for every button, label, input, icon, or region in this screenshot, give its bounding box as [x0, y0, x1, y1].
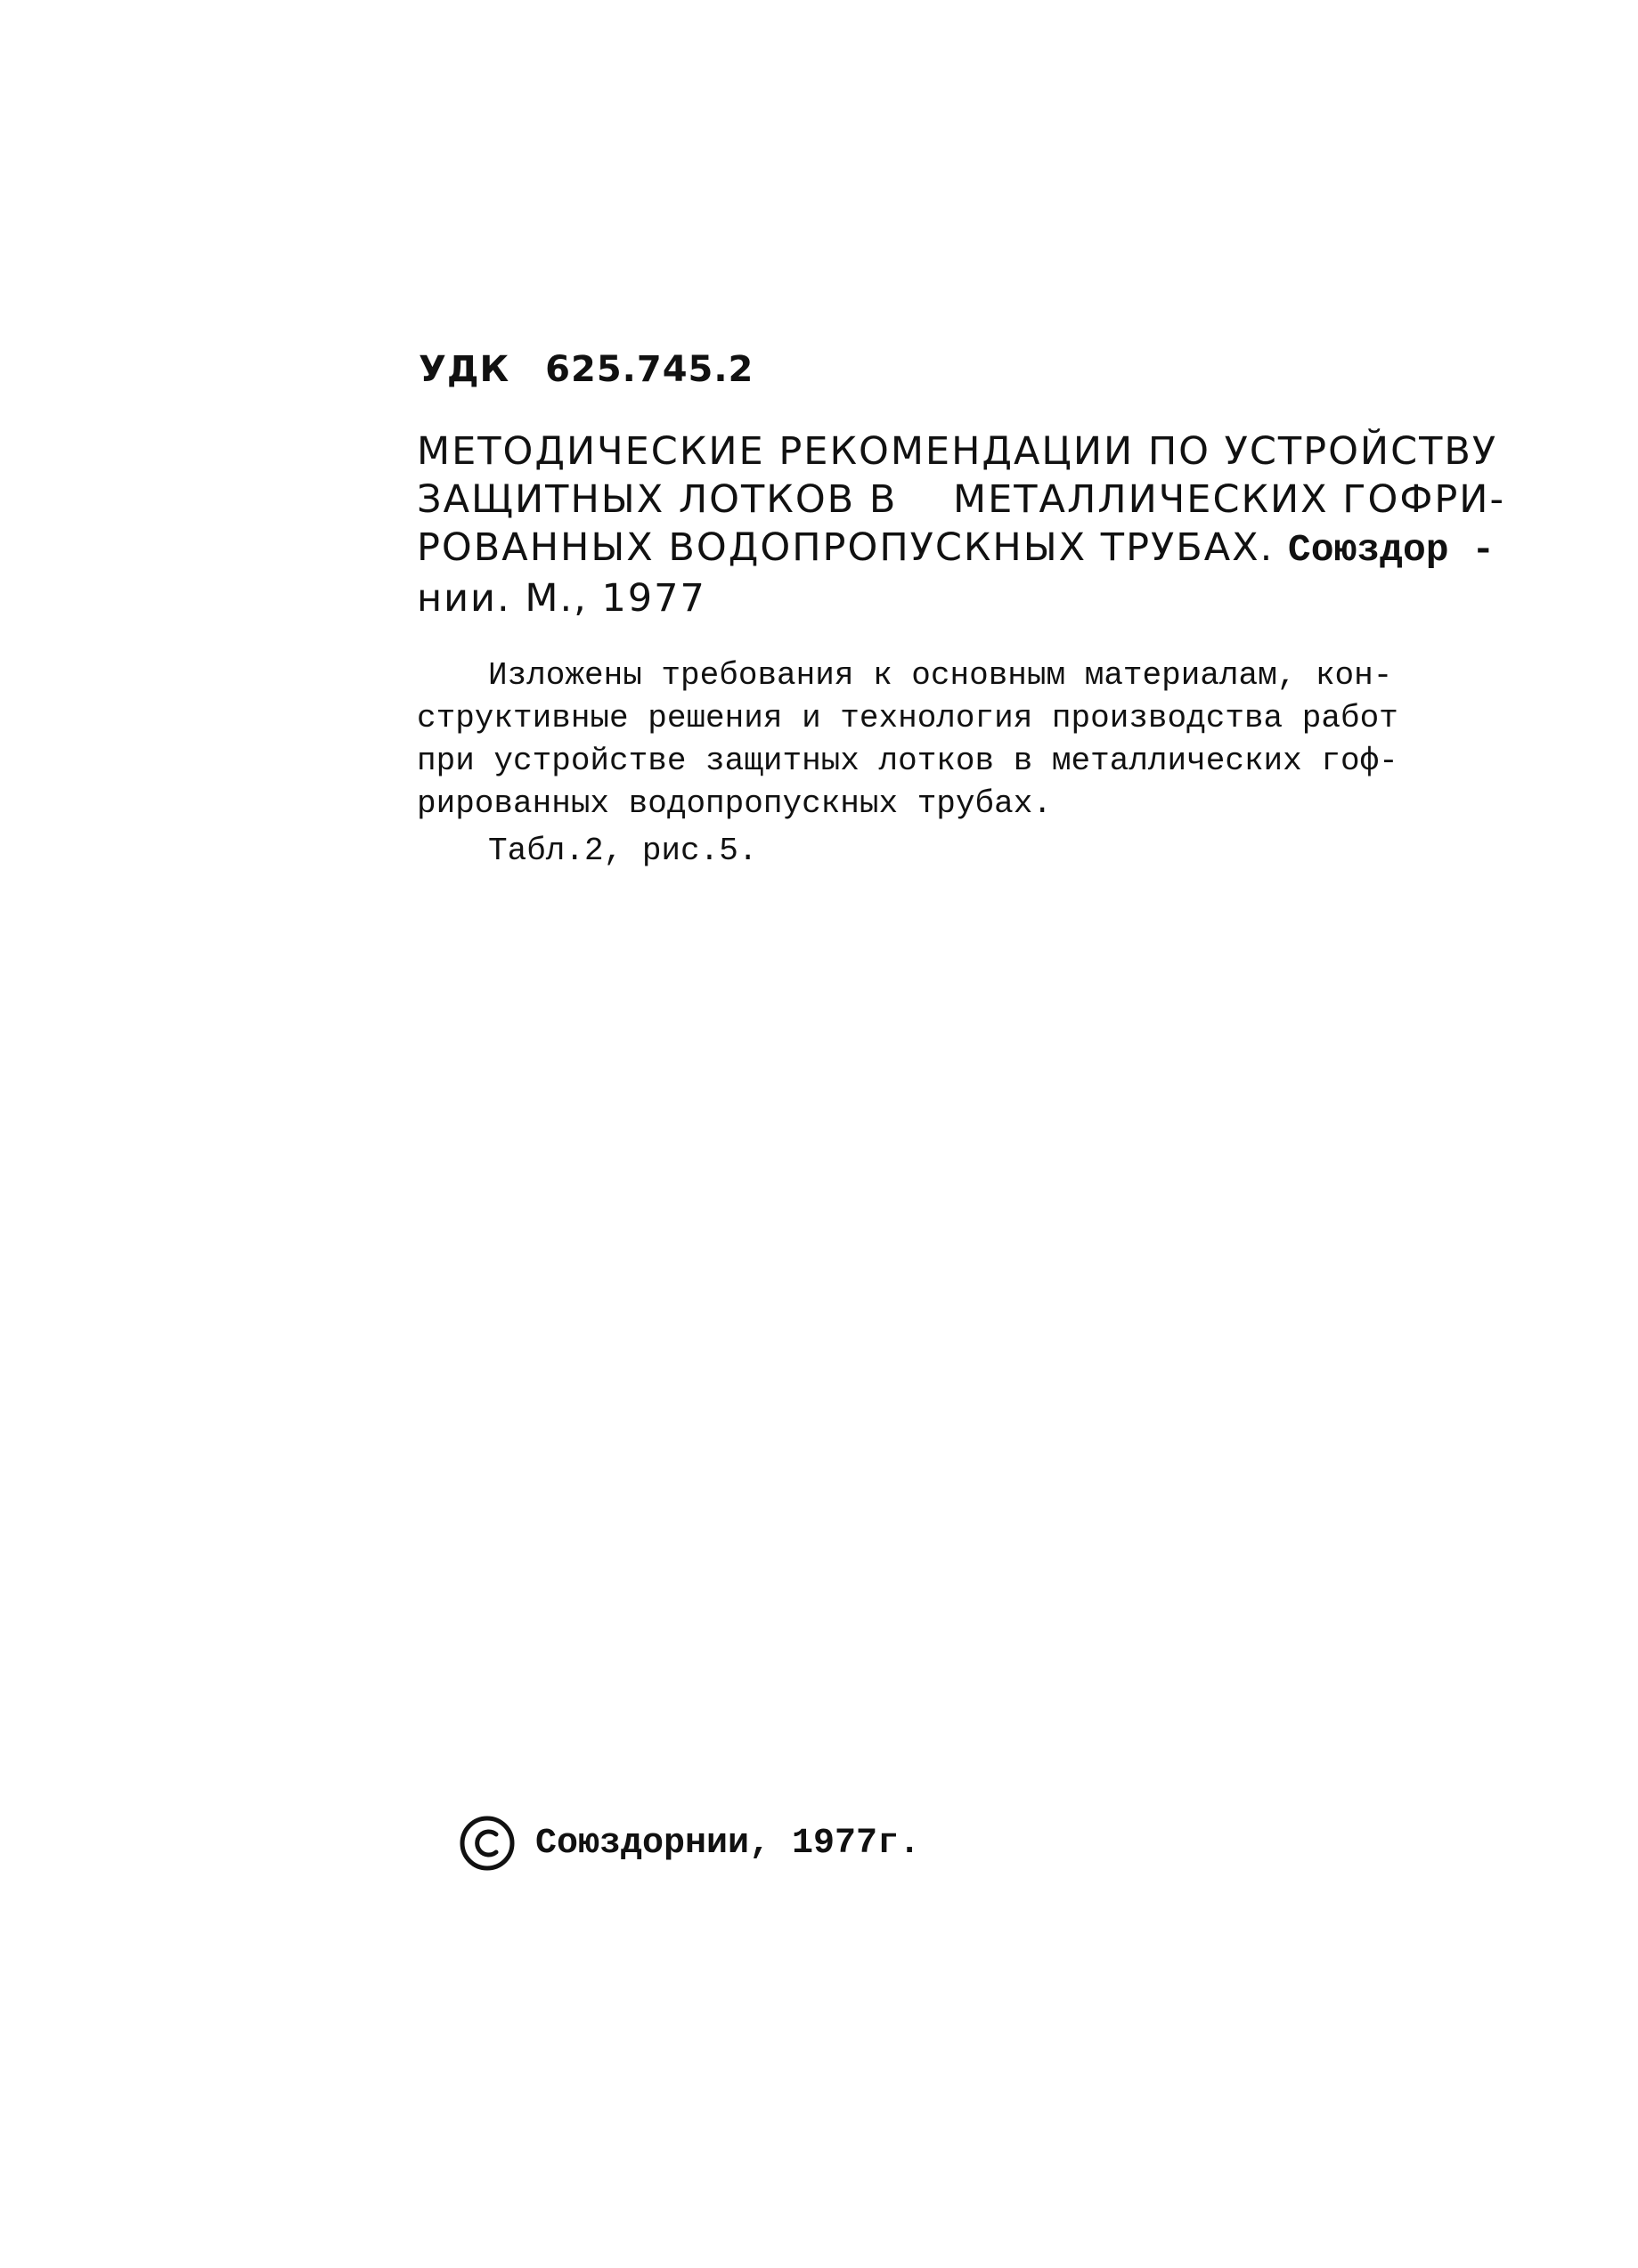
title-publisher: Союздор - — [1287, 528, 1495, 572]
title-line-2 — [417, 476, 1521, 524]
copyright-notice — [459, 1812, 920, 1874]
udk-code: 625.745.2 — [545, 349, 754, 390]
document-title — [417, 427, 1521, 622]
title-line-3-text: РОВАННЫХ ВОДОПРОПУСКНЫХ ТРУБАХ. — [417, 525, 1275, 570]
copyright-text: Союздорнии, 1977г. — [535, 1823, 921, 1864]
title-line-2-text: ЗАЩИТНЫХ ЛОТКОВ В МЕТАЛЛИЧЕСКИХ ГОФРИ- — [417, 477, 1505, 522]
title-line-1: МЕТОДИЧЕСКИЕ РЕКОМЕНДАЦИИ ПО УСТРОЙСТВУ — [417, 429, 1498, 474]
abstract-line-4: рированных водопропускных трубах. — [417, 785, 1052, 822]
abstract — [417, 654, 1539, 825]
title-line-3 — [417, 524, 1521, 574]
tables-figures-ref: Табл.2, рис.5. — [488, 833, 758, 869]
abstract-line-2: структивные решения и технология производства работ — [417, 700, 1398, 736]
udk-line — [419, 349, 754, 390]
copyright-icon — [459, 1815, 516, 1872]
title-line-4: нии. М., 1977 — [417, 576, 706, 621]
udk-label: УДК — [419, 349, 510, 390]
abstract-line-1: Изложены требования к основным материалам, кон- — [488, 657, 1393, 694]
abstract-line-3: при устройстве защитных лотков в металлических гоф- — [417, 743, 1398, 779]
